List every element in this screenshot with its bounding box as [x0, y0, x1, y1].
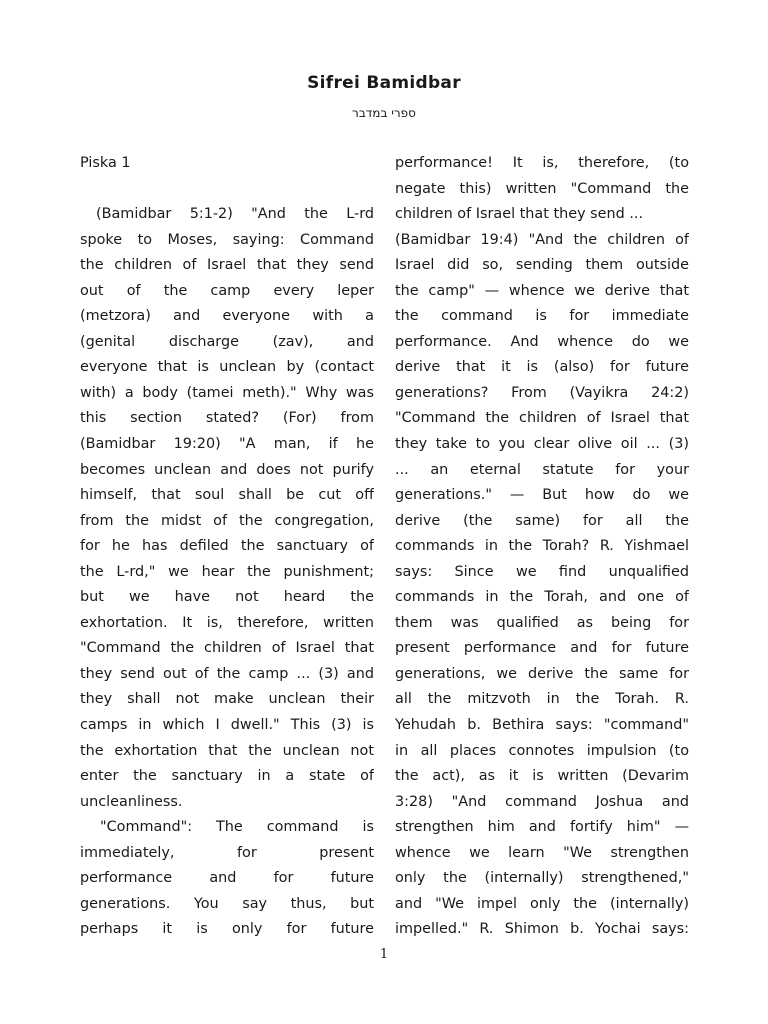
text-line: enter the sanctuary in a state of — [80, 768, 374, 785]
text-line: with) a body (tamei meth)." Why was — [80, 384, 374, 401]
text-line: everyone that is unclean by (contact — [80, 359, 374, 376]
text-line: performance. And whence do we — [395, 333, 689, 350]
text-line: impelled." R. Shimon b. Yochai says: — [395, 921, 689, 938]
text-line: the children of Israel that they send — [80, 257, 374, 274]
text-line: this section stated? (For) from — [80, 410, 374, 427]
right-column — [395, 151, 689, 943]
text-line: but we have not heard the — [80, 589, 374, 606]
text-line: generations." — But how do we — [395, 487, 689, 504]
text-line: out of the camp every leper — [80, 282, 374, 299]
text-line: immediately, for present — [80, 844, 374, 861]
text-line: commands in the Torah? R. Yishmael — [395, 538, 689, 555]
text-line: and "We impel only the (internally) — [395, 895, 689, 912]
hebrew-title: ספרי במדבר — [352, 106, 416, 120]
text-line: present performance and for future — [395, 640, 689, 657]
text-line: becomes unclean and does not purify — [80, 461, 374, 478]
text-line: (Bamidbar 19:4) "And the children of — [395, 231, 689, 248]
text-line: uncleanliness. — [80, 793, 183, 810]
text-line: whence we learn "We strengthen — [395, 844, 689, 861]
text-line: Israel did so, sending them outside — [395, 257, 689, 274]
text-line: (metzora) and everyone with a — [80, 308, 374, 325]
blank-line — [80, 177, 374, 203]
text-line: the camp" — whence we derive that — [395, 282, 689, 299]
text-line: (genital discharge (zav), and — [80, 333, 374, 350]
text-line: "Command the children of Israel that — [80, 640, 374, 657]
text-line: (Bamidbar 19:20) "A man, if he — [80, 436, 374, 453]
text-line: Yehudah b. Bethira says: "command" — [395, 717, 689, 734]
text-line: (Bamidbar 5:1-2) "And the L-rd — [96, 206, 374, 223]
text-line: performance! It is, therefore, (to — [395, 155, 689, 171]
text-line: ... an eternal statute for your — [395, 461, 689, 478]
text-line: they shall not make unclean their — [80, 691, 374, 708]
page-number: 1 — [379, 947, 389, 962]
text-line: commands in the Torah, and one of — [395, 589, 689, 606]
text-line: only the (internally) strengthened," — [395, 870, 689, 887]
text-line: strengthen him and fortify him" — — [395, 819, 689, 836]
text-line: 3:28) "And command Joshua and — [395, 793, 689, 810]
text-line: for he has defiled the sanctuary of — [80, 538, 374, 555]
text-line: from the midst of the congregation, — [80, 512, 374, 529]
text-line: them was qualified as being for — [395, 614, 689, 631]
text-line: says: Since we find unqualified — [395, 563, 689, 580]
text-line: the act), as it is written (Devarim — [395, 768, 689, 785]
text-line: "Command": The command is — [100, 819, 374, 836]
section-heading: Piska 1 — [80, 155, 131, 171]
text-line: in all places connotes impulsion (to — [395, 742, 689, 759]
text-line: himself, that soul shall be cut off — [80, 487, 374, 504]
text-line: exhortation. It is, therefore, written — [80, 614, 374, 631]
text-line: camps in which I dwell." This (3) is — [80, 717, 374, 734]
text-line: performance and for future — [80, 870, 374, 887]
text-line: the L-rd," we hear the punishment; — [80, 563, 374, 580]
page-title: Sifrei Bamidbar — [307, 73, 461, 93]
text-line: they take to you clear olive oil ... (3) — [395, 436, 689, 453]
left-column — [80, 151, 374, 943]
text-line: generations? From (Vayikra 24:2) — [395, 384, 689, 401]
text-line: the exhortation that the unclean not — [80, 742, 374, 759]
text-line: perhaps it is only for future — [80, 921, 374, 938]
text-line: derive (the same) for all the — [395, 512, 689, 529]
text-line: the command is for immediate — [395, 308, 689, 325]
text-line: spoke to Moses, saying: Command — [80, 231, 374, 248]
text-line: derive that it is (also) for future — [395, 359, 689, 376]
text-line: all the mitzvoth in the Torah. R. — [395, 691, 689, 708]
text-line: generations. You say thus, but — [80, 895, 374, 912]
text-line: they send out of the camp ... (3) and — [80, 665, 374, 682]
text-line: "Command the children of Israel that — [395, 410, 689, 427]
text-line: children of Israel that they send ... — [395, 206, 644, 223]
text-line: generations, we derive the same for — [395, 665, 689, 682]
text-line: negate this) written "Command the — [395, 180, 689, 197]
